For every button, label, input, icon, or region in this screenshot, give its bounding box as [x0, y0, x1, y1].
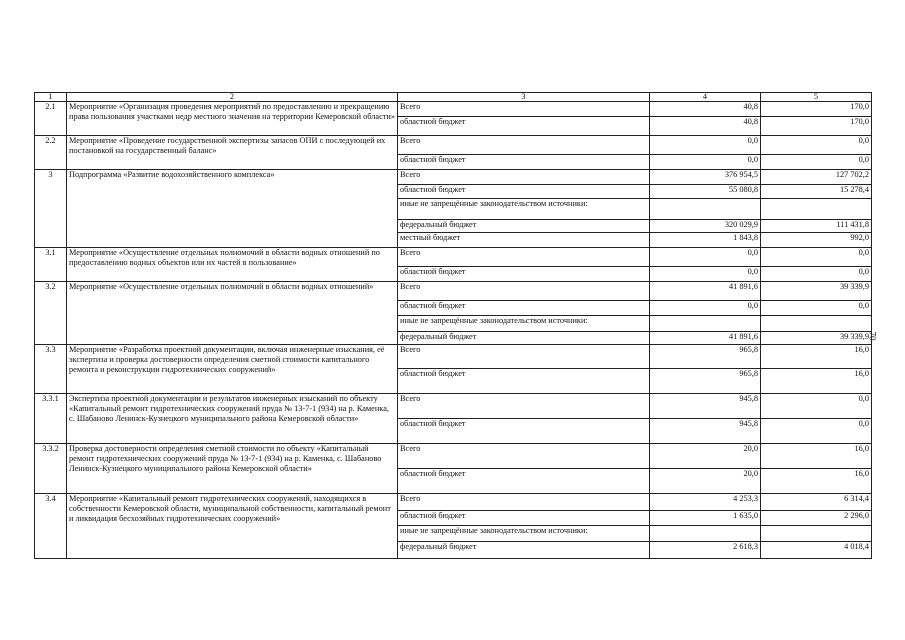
- header-row: [35, 93, 872, 102]
- value-col-5: 16,0: [761, 369, 872, 394]
- value-col-4: 945,8: [650, 419, 761, 444]
- value-col-5: 170,0: [761, 117, 872, 136]
- value-col-4: 0,0: [650, 136, 761, 155]
- row-number: 3.4: [35, 494, 67, 559]
- funding-source: Всего: [398, 248, 650, 267]
- funding-source: областной бюджет: [398, 301, 650, 316]
- row-number: 3: [35, 170, 67, 248]
- row-number: 2.1: [35, 102, 67, 136]
- value-col-5: 992,0: [761, 233, 872, 248]
- table-row: [35, 345, 872, 369]
- funding-source: федеральный бюджет: [398, 542, 650, 559]
- budget-table: [34, 92, 872, 559]
- funding-source: Всего: [398, 136, 650, 155]
- value-col-5: 170,0: [761, 102, 872, 117]
- page-number: 70: [867, 331, 878, 341]
- funding-source: областной бюджет: [398, 419, 650, 444]
- funding-source: Всего: [398, 444, 650, 469]
- value-col-5: [761, 199, 872, 220]
- header-col-5: 5: [761, 93, 872, 102]
- value-col-5: 15 278,4: [761, 185, 872, 199]
- value-col-4: 20,0: [650, 469, 761, 494]
- table-row: [35, 282, 872, 301]
- row-name: Мероприятие «Осуществление отдельных полномочий в области водных отношений»: [67, 282, 398, 345]
- funding-source: областной бюджет: [398, 469, 650, 494]
- value-col-5: 6 314,4: [761, 494, 872, 511]
- value-col-4: 20,0: [650, 444, 761, 469]
- funding-source: областной бюджет: [398, 369, 650, 394]
- row-number: 2.2: [35, 136, 67, 170]
- value-col-4: 55 080,8: [650, 185, 761, 199]
- funding-source: областной бюджет: [398, 117, 650, 136]
- row-number: 3.3.2: [35, 444, 67, 494]
- funding-source: областной бюджет: [398, 155, 650, 170]
- header-col-3: 3: [398, 93, 650, 102]
- row-name: Экспертиза проектной документации и результатов инженерных изысканий по объекту «Капитальный ремонт гидротехнических сооружений пруда № 13-7-1 (934) на р. Каменка, с. Шабаново Ленинск-Кузнецкого муниципального района Кемеровской области»: [67, 394, 398, 444]
- value-col-4: 1 843,8: [650, 233, 761, 248]
- funding-source: областной бюджет: [398, 185, 650, 199]
- funding-source: Всего: [398, 282, 650, 301]
- funding-source: федеральный бюджет: [398, 332, 650, 345]
- value-col-4: 2 618,3: [650, 542, 761, 559]
- value-col-5: [761, 526, 872, 542]
- row-number: 3.1: [35, 248, 67, 282]
- funding-source: Всего: [398, 345, 650, 369]
- table-row: [35, 444, 872, 469]
- row-number: 3.3: [35, 345, 67, 394]
- row-number: 3.2: [35, 282, 67, 345]
- header-col-2: 2: [67, 93, 398, 102]
- row-number: 3.3.1: [35, 394, 67, 444]
- row-name: Проверка достоверности определения сметной стоимости по объекту «Капитальный ремонт гидротехнических сооружений пруда № 13-7-1 (934) на р. Каменка, с. Шабаново Ленинск-Кузнецкого муниципального района Кемеровской области»: [67, 444, 398, 494]
- value-col-4: 1 635,0: [650, 511, 761, 526]
- value-col-5: 0,0: [761, 394, 872, 419]
- row-name: Мероприятие «Проведение государственной экспертизы запасов ОПИ с последующей их постановкой на государственный баланс»: [67, 136, 398, 170]
- value-col-5: 0,0: [761, 155, 872, 170]
- value-col-4: 41 891,6: [650, 282, 761, 301]
- value-col-4: 965,8: [650, 369, 761, 394]
- value-col-4: 41 891,6: [650, 332, 761, 345]
- row-name: Мероприятие «Разработка проектной документации, включая инженерные изыскания, её экспертиза и проверка достоверности определения сметной стоимости капитального ремонта и реконструкции гидротехнических сооружений»: [67, 345, 398, 394]
- funding-source: местный бюджет: [398, 233, 650, 248]
- header-col-1: 1: [35, 93, 67, 102]
- value-col-4: 965,8: [650, 345, 761, 369]
- value-col-4: 0,0: [650, 267, 761, 282]
- row-name: Мероприятие «Капитальный ремонт гидротехнических сооружений, находящихся в собственности Кемеровской области, муниципальной собственности, капитальный ремонт и ликвидация бесхозяйных гидротехнических сооружений»: [67, 494, 398, 559]
- value-col-5: 39 339,9: [761, 282, 872, 301]
- value-col-4: [650, 316, 761, 332]
- value-col-4: 0,0: [650, 301, 761, 316]
- value-col-5: 16,0: [761, 345, 872, 369]
- funding-source: федеральный бюджет: [398, 220, 650, 233]
- funding-source: Всего: [398, 170, 650, 185]
- value-col-5: 16,0: [761, 444, 872, 469]
- funding-source: Всего: [398, 394, 650, 419]
- table-row: [35, 394, 872, 419]
- table-row: [35, 102, 872, 117]
- value-col-4: 4 253,3: [650, 494, 761, 511]
- table-row: [35, 170, 872, 185]
- value-col-4: 945,8: [650, 394, 761, 419]
- funding-source: иные не запрещённые законодательством источники:: [398, 316, 650, 332]
- row-name: Подпрограмма «Развитие водохозяйственного комплекса»: [67, 170, 398, 248]
- value-col-5: 39 339,9: [761, 332, 872, 345]
- funding-source: Всего: [398, 494, 650, 511]
- value-col-4: 320 029,9: [650, 220, 761, 233]
- value-col-5: 16,0: [761, 469, 872, 494]
- value-col-4: [650, 526, 761, 542]
- funding-source: иные не запрещённые законодательством источники:: [398, 526, 650, 542]
- value-col-4: 0,0: [650, 155, 761, 170]
- value-col-5: 2 296,0: [761, 511, 872, 526]
- funding-source: областной бюджет: [398, 267, 650, 282]
- value-col-5: 111 431,8: [761, 220, 872, 233]
- table-row: [35, 248, 872, 267]
- value-col-5: [761, 316, 872, 332]
- value-col-4: 0,0: [650, 248, 761, 267]
- funding-source: областной бюджет: [398, 511, 650, 526]
- value-col-4: 40,8: [650, 117, 761, 136]
- value-col-5: 0,0: [761, 248, 872, 267]
- value-col-5: 127 702,2: [761, 170, 872, 185]
- funding-source: иные не запрещённые законодательством источники:: [398, 199, 650, 220]
- row-name: Мероприятие «Осуществление отдельных полномочий в области водных отношений по предоставлению водных объектов или их частей в пользование»: [67, 248, 398, 282]
- value-col-5: 0,0: [761, 419, 872, 444]
- value-col-4: 40,8: [650, 102, 761, 117]
- value-col-5: 0,0: [761, 136, 872, 155]
- funding-source: Всего: [398, 102, 650, 117]
- value-col-4: [650, 199, 761, 220]
- value-col-4: 376 954,5: [650, 170, 761, 185]
- value-col-5: 0,0: [761, 267, 872, 282]
- table-row: [35, 136, 872, 155]
- header-col-4: 4: [650, 93, 761, 102]
- table-row: [35, 494, 872, 511]
- row-name: Мероприятие «Организация проведения мероприятий по предоставлению и прекращению права пользования участками недр местного значения на территории Кемеровской области»: [67, 102, 398, 136]
- value-col-5: 4 018,4: [761, 542, 872, 559]
- value-col-5: 0,0: [761, 301, 872, 316]
